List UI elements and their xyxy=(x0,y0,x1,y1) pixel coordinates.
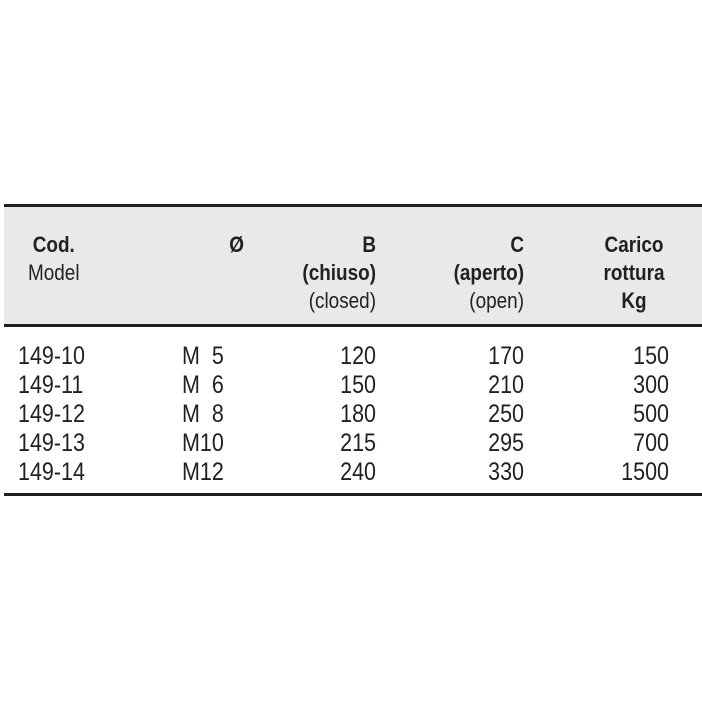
header-diameter-label: Ø xyxy=(229,232,244,257)
table-row xyxy=(4,400,702,429)
header-load-sublabel: rottura xyxy=(603,260,665,285)
cell-load: 500 xyxy=(633,400,669,428)
cell-c: 210 xyxy=(488,371,524,399)
header-b xyxy=(271,231,376,315)
cell-load: 1500 xyxy=(621,458,669,486)
cell-c: 250 xyxy=(488,400,524,428)
spec-table xyxy=(4,204,702,496)
header-code-sublabel: Model xyxy=(28,260,80,285)
cell-code: 149-11 xyxy=(18,371,84,399)
cell-code: 149-10 xyxy=(18,342,85,370)
header-b-translation: (closed) xyxy=(308,288,376,313)
cell-b: 180 xyxy=(340,400,376,428)
cell-diameter: M10 xyxy=(182,429,224,457)
header-c-sublabel: (aperto) xyxy=(453,260,524,285)
cell-b: 150 xyxy=(340,371,376,399)
table-row xyxy=(4,371,702,400)
cell-load: 150 xyxy=(633,342,669,370)
table-row xyxy=(4,429,702,458)
cell-code: 149-12 xyxy=(18,400,85,428)
cell-code: 149-13 xyxy=(18,429,85,457)
cell-code: 149-14 xyxy=(18,458,85,486)
header-rule xyxy=(4,324,702,327)
header-c-translation: (open) xyxy=(469,288,524,313)
table-row xyxy=(4,458,702,487)
cell-diameter: M 6 xyxy=(182,371,224,399)
header-load xyxy=(591,231,677,315)
cell-b: 120 xyxy=(340,342,376,370)
cell-diameter: M12 xyxy=(182,458,224,486)
cell-b: 215 xyxy=(340,429,376,457)
header-code-label: Cod. xyxy=(32,232,75,257)
header-c xyxy=(412,231,524,315)
header-row xyxy=(4,207,702,324)
bottom-rule xyxy=(4,493,702,496)
cell-c: 330 xyxy=(488,458,524,486)
cell-c: 170 xyxy=(488,342,524,370)
header-c-label: C xyxy=(510,232,524,257)
header-b-label: B xyxy=(362,232,376,257)
cell-diameter: M 5 xyxy=(182,342,224,370)
table-row xyxy=(4,342,702,371)
cell-b: 240 xyxy=(340,458,376,486)
header-load-label: Carico xyxy=(604,232,664,257)
cell-c: 295 xyxy=(488,429,524,457)
header-diameter xyxy=(210,231,244,259)
header-code xyxy=(28,231,80,287)
cell-load: 300 xyxy=(633,371,669,399)
cell-diameter: M 8 xyxy=(182,400,224,428)
cell-load: 700 xyxy=(633,429,669,457)
table-body xyxy=(4,342,702,487)
header-b-sublabel: (chiuso) xyxy=(302,260,376,285)
header-load-unit: Kg xyxy=(621,288,647,313)
